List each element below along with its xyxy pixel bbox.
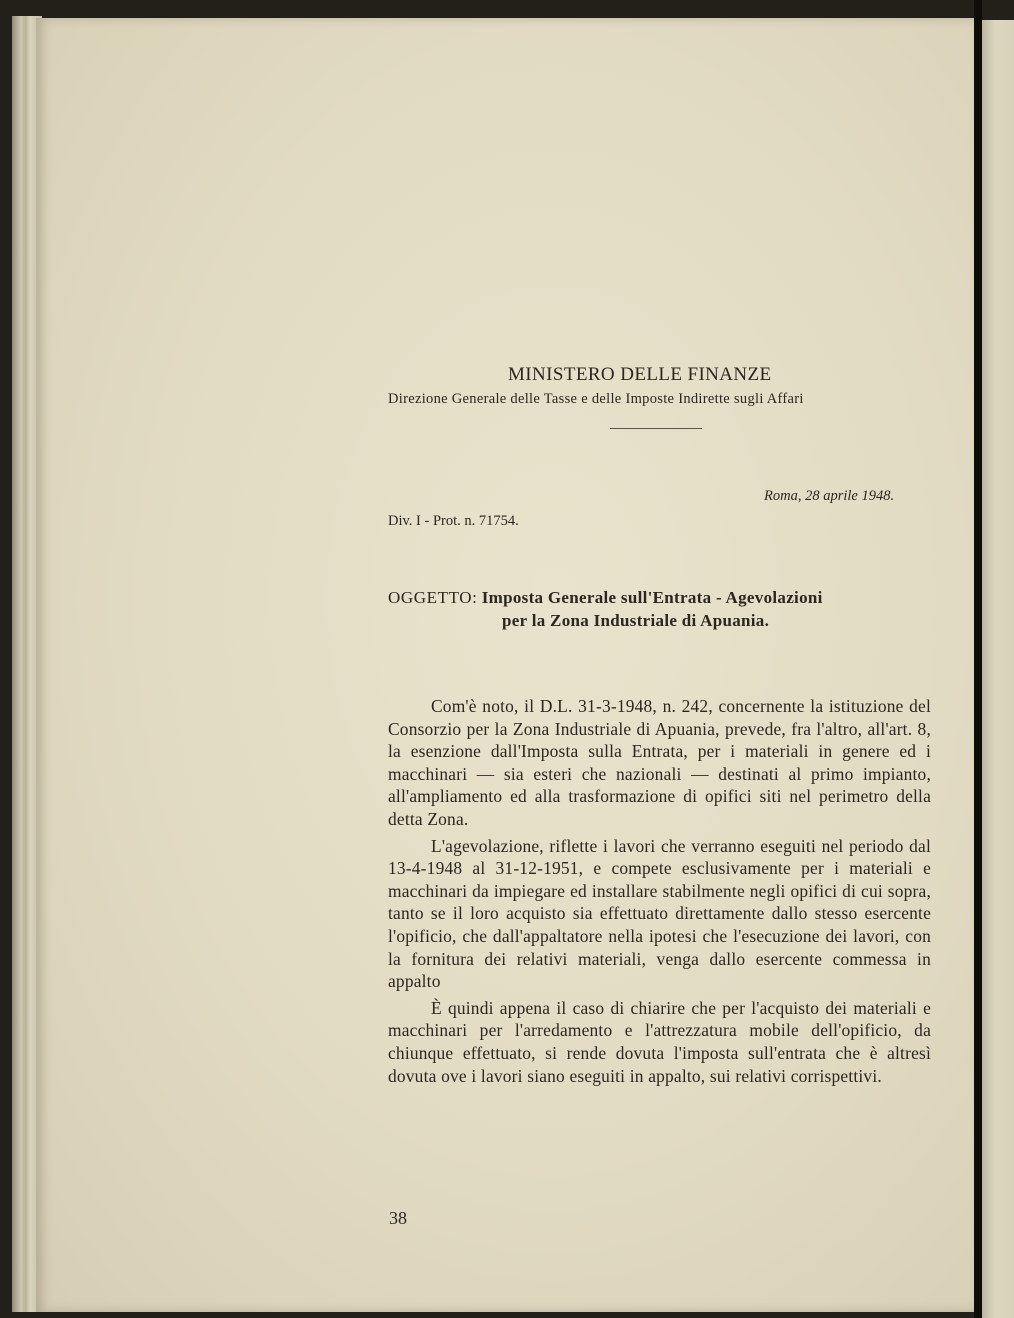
subject-block [388, 586, 948, 632]
book-gutter [974, 0, 982, 1318]
subject-title-line1: Imposta Generale sull'Entrata - Agevolazioni [481, 588, 823, 607]
subject-label: OGGETTO: [388, 588, 478, 607]
letter-body [388, 695, 931, 1091]
heading-divider [610, 428, 702, 429]
ministry-heading: MINISTERO DELLE FINANZE [508, 364, 772, 385]
protocol-number: Div. I - Prot. n. 71754. [388, 513, 519, 529]
letter-date: Roma, 28 aprile 1948. [764, 488, 895, 504]
body-paragraph: Com'è noto, il D.L. 31-3-1948, n. 242, concernente la istituzione del Consorzio per la Zona Industriale di Apuania, prevede, fra l'altro, all'art. 8, la esenzione dall'Imposta sulla Entrata, per i materiali in genere ed i macchinari — sia esteri che nazionali — destinati al primo impianto, all'ampliamento ed alla trasformazione di opifici siti nel perimetro della detta Zona. [388, 696, 931, 829]
directorate-subheading: Direzione Generale delle Tasse e delle Imposte Indirette sugli Affari [388, 391, 804, 407]
page-number: 38 [389, 1208, 407, 1228]
facing-page-edge [982, 20, 1014, 1318]
body-paragraph: L'agevolazione, riflette i lavori che verranno eseguiti nel periodo dal 13-4-1948 al 31-12-1951, e compete esclusivamente per i materiali e macchinari da impiegare ed installare stabilmente negli opifici di cui sopra, tanto se il loro acquisto sia effettuato direttamente dallo stesso esercente l'opificio, che dall'appaltatore nella ipotesi che l'esecuzione dei lavori, con la fornitura dei relativi materiali, venga dallo esercente commessa in appalto [388, 835, 931, 992]
body-paragraph: È quindi appena il caso di chiarire che per l'acquisto dei materiali e macchinari per l'arredamento e l'attrezzatura mobile dell'opificio, da chiunque effettuato, si rende dovuta l'imposta sull'entrata che è altresì dovuta ove i lavori siano eseguiti in appalto, sui relativi corrispettivi. [388, 997, 931, 1086]
subject-title-line2: per la Zona Industriale di Apuania. [502, 611, 770, 630]
book-page [36, 18, 974, 1312]
